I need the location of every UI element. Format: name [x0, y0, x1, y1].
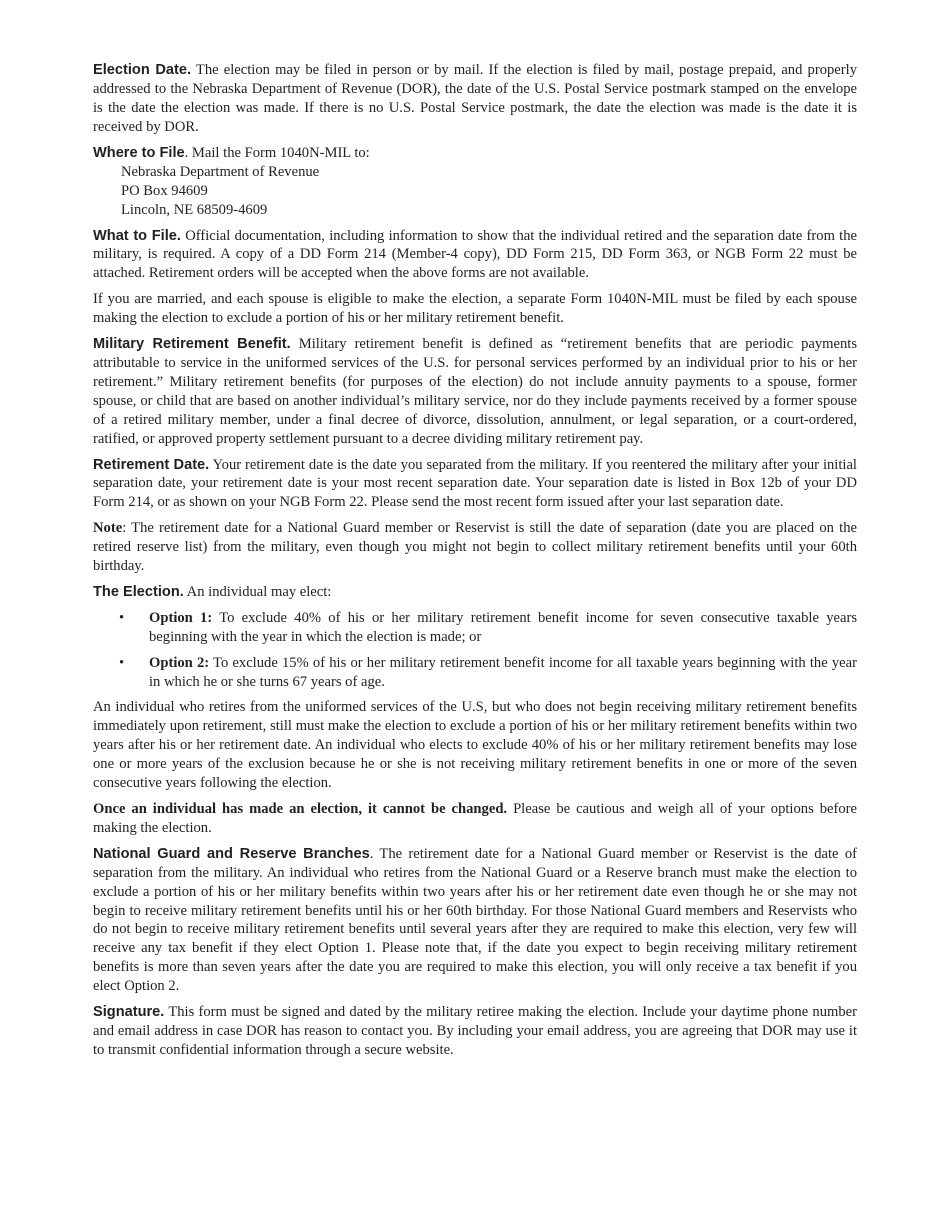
- instructions-page: [93, 61, 857, 1067]
- military-retirement-benefit-text: Military retirement benefit is defined as “retirement benefits that are periodic payments attributable to service in the uniformed services of the U.S. for personal services performed by an individual prior to his or her retirement.” Military retirement benefits (for purposes of the election) do not include annuity payments to a spouse, former spouse, or child that are based on another individual’s military service, nor do they include payments received by a former spouse of a retired military member, under a final decree of divorce, dissolution, annulment, or legal separation, or a court-ordered, ratified, or approved property settlement pursuant to a decree dividing military retirement pay.: [93, 336, 858, 447]
- the-election-heading: The Election.: [93, 583, 184, 600]
- election-timing-paragraph: An individual who retires from the uniformed services of the U.S, but who does not begin receiving military retirement benefits immediately upon retirement, still must make the election to exclude a portion of his or her military retirement benefits within two years after his or her retirement date. An individual who elects to exclude 40% of his or her military retirement benefits may lose one or more years of the exclusion because he or she is not receiving military retirement benefits in one or more of the seven consecutive years following the election.: [93, 699, 857, 792]
- election-options-list: [93, 609, 857, 692]
- military-retirement-benefit-heading: Military Retirement Benefit.: [93, 336, 291, 353]
- bullet-icon: •: [119, 609, 125, 626]
- once-made-text: Please be cautious and weigh all of your options before making the election.: [93, 801, 857, 836]
- where-to-file-text: . Mail the Form 1040N-MIL to:: [184, 144, 370, 161]
- national-guard-paragraph: [93, 845, 857, 996]
- mailing-address: [121, 163, 857, 220]
- the-election-text: An individual may elect:: [183, 583, 332, 600]
- option-2-text: To exclude 15% of his or her military retirement benefit income for all taxable years beginning with the year in which he or she turns 67 years of age.: [149, 654, 857, 690]
- address-line: Lincoln, NE 68509-4609: [121, 201, 268, 218]
- note-label: Note: [93, 520, 123, 537]
- married-paragraph: If you are married, and each spouse is eligible to make the election, a separate Form 1040N-MIL must be filed by each spouse making the election to exclude a portion of his or her military retirement benefit.: [93, 291, 857, 327]
- note-text: : The retirement date for a National Guard member or Reservist is still the date of separation (date you are placed on the retired reserve list) from the military, even though you might not begin to collect military retirement benefits until your 60th birthday.: [93, 520, 857, 575]
- retirement-date-paragraph: [93, 456, 857, 513]
- election-date-text: The election may be filed in person or by mail. If the election is filed by mail, postage prepaid, and properly addressed to the Nebraska Department of Revenue (DOR), the date of the U.S. Postal Service postmark stamped on the envelope is the date the election was made. If there is no U.S. Postal Service postmark, the date the election was made is the date it is received by DOR.: [93, 62, 857, 135]
- note-paragraph: [93, 519, 857, 576]
- option-1-item: [93, 609, 857, 647]
- what-to-file-paragraph: [93, 227, 857, 284]
- signature-text: This form must be signed and dated by the military retiree making the election. Include your daytime phone number and email address in case DOR has reason to contact you. By including your email address, you are agreeing that DOR may use it to transmit confidential information through a secure website.: [93, 1004, 857, 1058]
- election-date-paragraph: [93, 61, 857, 137]
- where-to-file-heading: Where to File: [93, 144, 185, 161]
- option-2-label: Option 2:: [149, 654, 210, 671]
- signature-paragraph: [93, 1003, 857, 1060]
- what-to-file-heading: What to File.: [93, 227, 181, 244]
- once-made-bold: Once an individual has made an election, it cannot be changed.: [93, 801, 508, 817]
- the-election-paragraph: [93, 583, 857, 602]
- option-1-label: Option 1:: [149, 609, 213, 626]
- option-1-text: To exclude 40% of his or her military retirement benefit income for seven consecutive taxable years beginning with the year in which the election is made; or: [149, 609, 858, 645]
- national-guard-heading: National Guard and Reserve Branches: [93, 845, 370, 862]
- once-made-paragraph: [93, 800, 857, 838]
- retirement-date-heading: Retirement Date.: [93, 456, 210, 473]
- national-guard-text: . The retirement date for a National Guard member or Reservist is the date of separation from the military. An individual who retires from the National Guard or a Reserve branch must make the election to exclude a portion of his or her military benefits within two years after his or her retirement date even though he or she may not begin to receive military retirement benefits until his or her 60th birthday. For those National Guard members and Reservists who do not begin to receive military retirement benefits until several years after they are required to make this election, very few will receive any tax benefit if they elect Option 1. Please note that, if the date you expect to begin receiving military retirement benefits is more than seven years after the date you are required to make this election, you will only receive a tax benefit if you elect Option 2.: [93, 845, 857, 995]
- what-to-file-text: Official documentation, including information to show that the individual retired and the separation date from the military, is required. A copy of a DD Form 214 (Member-4 copy), DD Form 215, DD Form 363, or NGB Form 22 must be attached. Retirement orders will be accepted when the above forms are not available.: [93, 227, 857, 282]
- bullet-icon: •: [119, 654, 125, 671]
- address-line: Nebraska Department of Revenue: [121, 163, 320, 180]
- option-2-item: [93, 654, 857, 692]
- signature-heading: Signature.: [93, 1004, 165, 1021]
- where-to-file-paragraph: [93, 144, 857, 163]
- election-date-heading: Election Date.: [93, 62, 192, 78]
- address-line: PO Box 94609: [121, 182, 208, 199]
- military-retirement-benefit-paragraph: [93, 335, 857, 448]
- retirement-date-text: Your retirement date is the date you separated from the military. If you reentered the military after your initial separation date, your retirement date is your most recent separation date. Your separation date is listed in Box 12b of your DD Form 214, or as shown on your NGB Form 22. Please send the most recent form issued after your last separation date.: [93, 456, 857, 511]
